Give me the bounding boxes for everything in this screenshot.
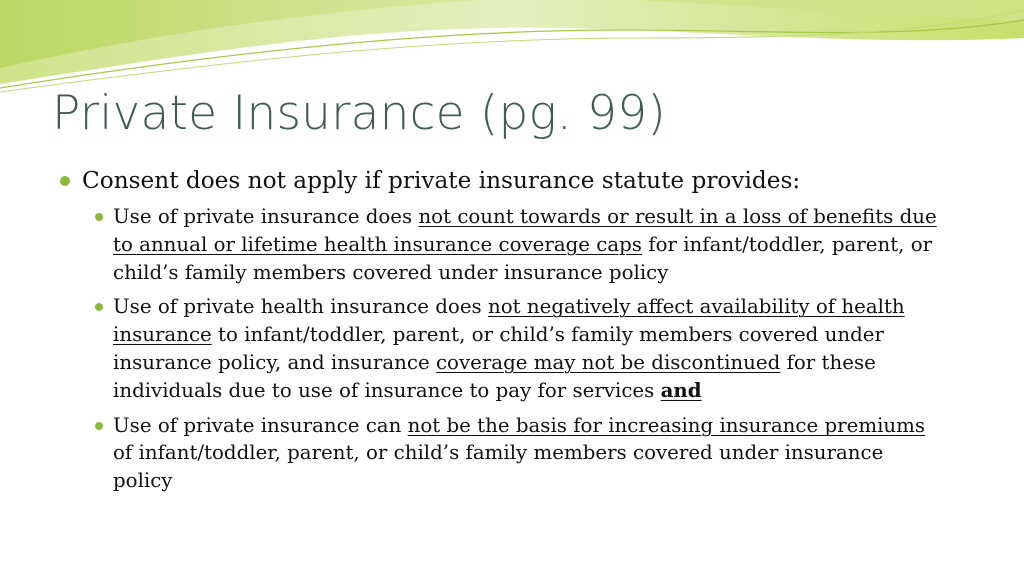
- sub-bullet-2: Use of private health insurance does not negatively affect availability of health insurance to infant/toddler, parent, or child’s family members covered under insurance policy, and insurance coverage may not be discontinued for these individuals due to use of insurance to pay for services and: [60, 293, 948, 404]
- sub-bullet-1: Use of private insurance does not count towards or result in a loss of benefits due to annual or lifetime health insurance coverage caps for infant/toddler, parent, or child’s family members covered under insurance policy: [60, 203, 948, 286]
- bold-underlined-and: and: [660, 377, 702, 402]
- underlined-text: not count towards or result in a loss of benefits due to annual or lifetime health insurance coverage caps: [113, 205, 937, 256]
- main-bullet-text: Consent does not apply if private insurance statute provides:: [82, 167, 801, 194]
- main-bullet: [60, 166, 960, 195]
- bullet-dot-icon: [95, 303, 103, 311]
- bullet-dot-icon: [60, 176, 70, 186]
- sub-bullet-3: Use of private insurance can not be the basis for increasing insurance premiums of infant/toddler, parent, or child’s family members covered under insurance policy: [60, 412, 948, 495]
- underlined-text: not be the basis for increasing insurance premiums: [407, 413, 926, 437]
- bullet-dot-icon: [95, 213, 103, 221]
- bullet-dot-icon: [95, 422, 103, 430]
- slide-title: Private Insurance (pg. 99): [52, 86, 666, 141]
- underlined-text: coverage may not be discontinued: [435, 350, 781, 374]
- slide-body: [60, 166, 960, 495]
- underlined-text: not negatively affect availability of health insurance: [113, 295, 905, 347]
